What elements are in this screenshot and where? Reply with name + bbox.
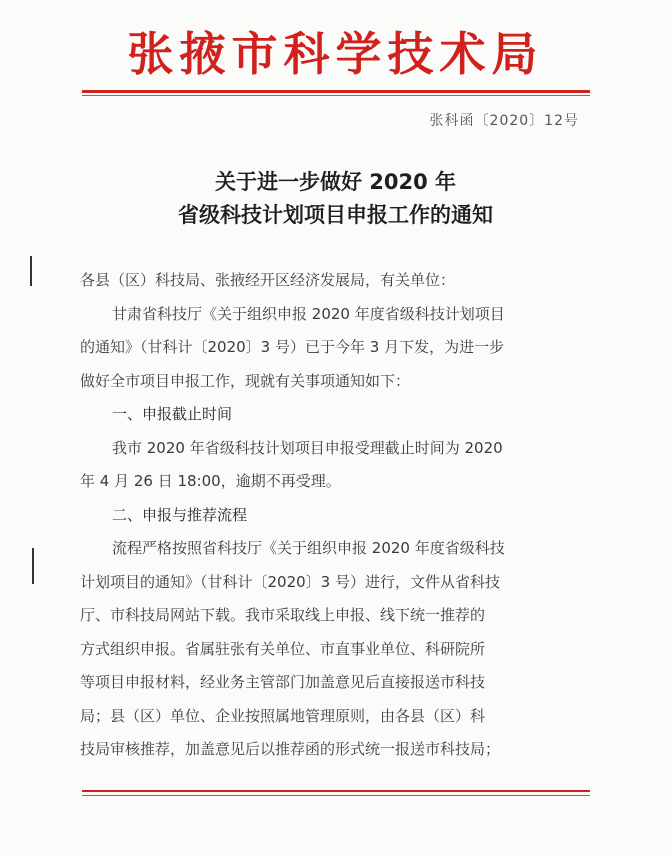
footer-red-rule-thin	[82, 795, 590, 796]
section-heading-process: 二、申报与推荐流程	[112, 505, 248, 524]
margin-mark	[30, 256, 32, 286]
footer-red-rule	[82, 790, 590, 792]
salutation: 各县（区）科技局、张掖经开区经济发展局，有关单位：	[80, 271, 456, 289]
body-line: 技局审核推荐，加盖意见后以推荐函的形式统一报送市科技局；	[80, 740, 501, 758]
header-red-rule	[82, 90, 590, 93]
body-line: 我市 2020 年省级科技计划项目申报受理截止时间为 2020	[112, 438, 503, 457]
document-number: 张科函〔2020〕12号	[429, 113, 579, 129]
body-line: 等项目申报材料，经业务主管部门加盖意见后直接报送市科技	[80, 673, 486, 691]
margin-mark	[32, 548, 34, 584]
body-line: 甘肃省科技厅《关于组织申报 2020 年度省级科技计划项目	[112, 304, 505, 323]
title-line-1: 关于进一步做好 2020 年	[214, 170, 457, 194]
agency-masthead: 张掖市科学技术局	[127, 27, 544, 81]
body-line: 厅、市科技局网站下载。我市采取线上申报、线下统一推荐的	[80, 606, 486, 624]
header-red-rule-thin	[82, 95, 590, 96]
document-title	[0, 166, 671, 232]
body-line: 的通知》（甘科计〔2020〕3 号）已于今年 3 月下发，为进一步	[80, 338, 505, 356]
body-line: 局；县（区）单位、企业按照属地管理原则，由各县（区）科	[80, 706, 486, 725]
body-line: 年 4 月 26 日 18:00，逾期不再受理。	[80, 472, 341, 490]
body-line: 计划项目的通知》（甘科计〔2020〕3 号）进行，文件从省科技	[80, 572, 500, 591]
title-line-2: 省级科技计划项目申报工作的通知	[178, 203, 493, 227]
document-body	[80, 264, 590, 767]
body-line: 方式组织申报。省属驻张有关单位、市直事业单位、科研院所	[80, 639, 486, 658]
body-line: 流程严格按照省科技厅《关于组织申报 2020 年度省级科技	[112, 539, 505, 557]
body-line: 做好全市项目申报工作，现就有关事项通知如下：	[80, 371, 411, 390]
section-heading-deadline: 一、申报截止时间	[112, 405, 233, 423]
